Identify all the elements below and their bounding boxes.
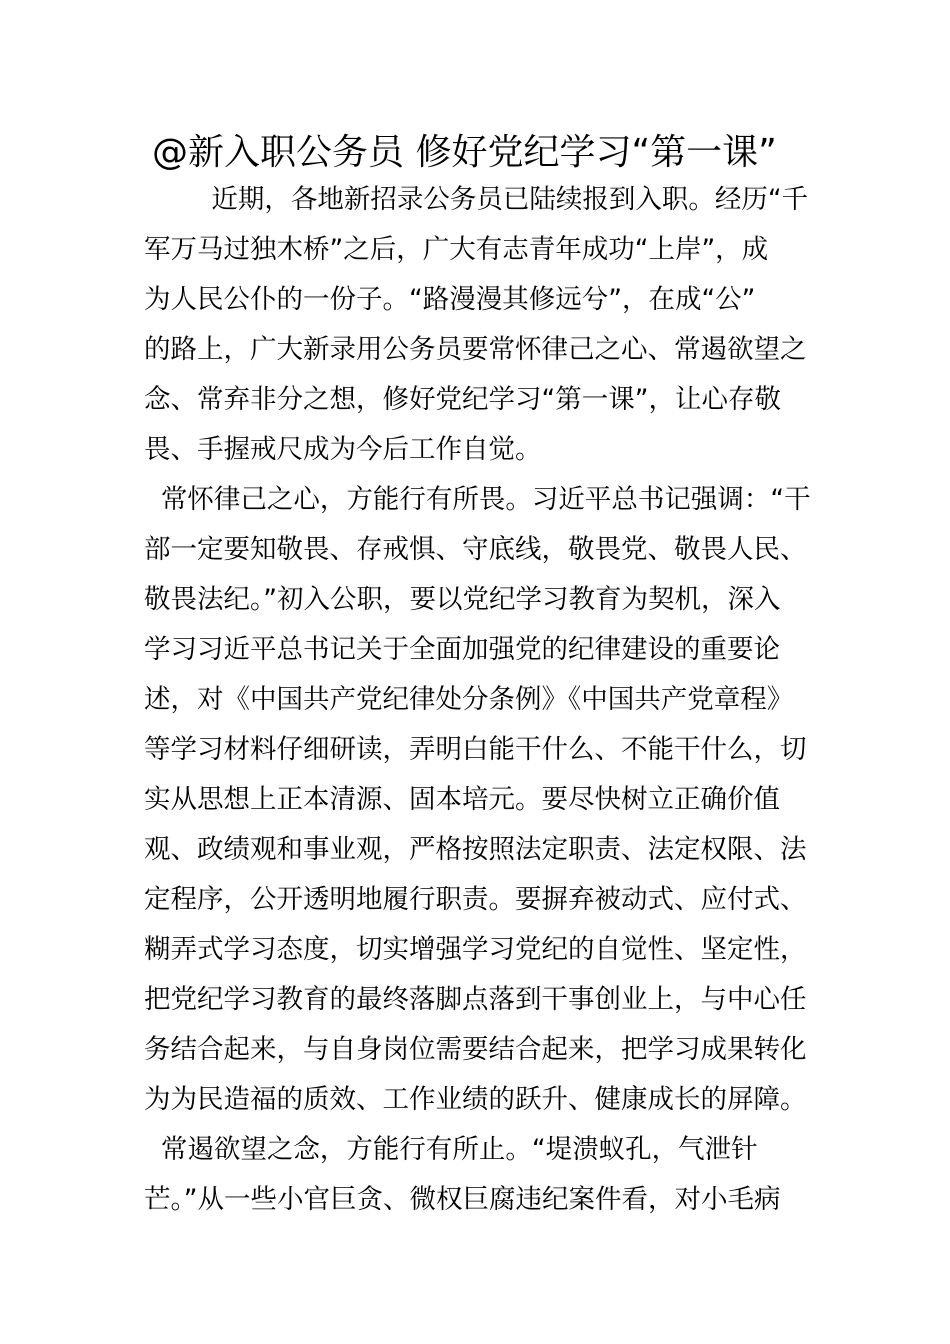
- body-line: 常遏欲望之念，方能行有所止。“堤溃蚁孔，气泄针: [144, 1134, 758, 1165]
- body-line: 部一定要知敬畏、存戒惧、守底线，敬畏党、敬畏人民、: [144, 534, 807, 565]
- body-line: 实从思想上正本清源、固本培元。要尽快树立正确价值: [144, 784, 780, 815]
- body-line: 为人民公仆的一份子。“路漫漫其修远兮”，在成“公”: [144, 284, 756, 315]
- body-line: 等学习材料仔细研读，弄明白能干什么、不能干什么，切: [144, 734, 807, 765]
- body-line: 务结合起来，与自身岗位需要结合起来，把学习成果转化: [144, 1034, 807, 1065]
- body-line: 把党纪学习教育的最终落脚点落到干事创业上，与中心任: [144, 984, 807, 1015]
- body-line: 的路上，广大新录用公务员要常怀律己之心、常遏欲望之: [144, 334, 807, 365]
- body-line: 近期，各地新招录公务员已陆续报到入职。经历“千: [144, 184, 809, 215]
- body-line: 畏、手握戒尺成为今后工作自觉。: [144, 434, 542, 465]
- body-line: 为为民造福的质效、工作业绩的跃升、健康成长的屏障。: [144, 1084, 807, 1115]
- body-line: 敬畏法纪。”初入公职，要以党纪学习教育为契机，深入: [144, 584, 781, 615]
- body-line: 学习习近平总书记关于全面加强党的纪律建设的重要论: [144, 634, 780, 665]
- body-line: 芒。”从一些小官巨贪、微权巨腐违纪案件看，对小毛病: [144, 1184, 781, 1215]
- body-line: 念、常弃非分之想，修好党纪学习“第一课”，让心存敬: [144, 384, 781, 415]
- body-line: 定程序，公开透明地履行职责。要摒弃被动式、应付式、: [144, 884, 807, 915]
- body-line: 述，对《中国共产党纪律处分条例》《中国共产党章程》: [144, 684, 794, 715]
- body-line: 观、政绩观和事业观，严格按照法定职责、法定权限、法: [144, 834, 807, 865]
- document-title: @新入职公务员 修好党纪学习“第一课”: [152, 132, 777, 173]
- body-line: 军万马过独木桥”之后，广大有志青年成功“上岸”，成: [144, 234, 769, 265]
- body-line: 常怀律己之心，方能行有所畏。习近平总书记强调：“干: [144, 484, 811, 515]
- body-line: 糊弄式学习态度，切实增强学习党纪的自觉性、坚定性，: [144, 934, 807, 965]
